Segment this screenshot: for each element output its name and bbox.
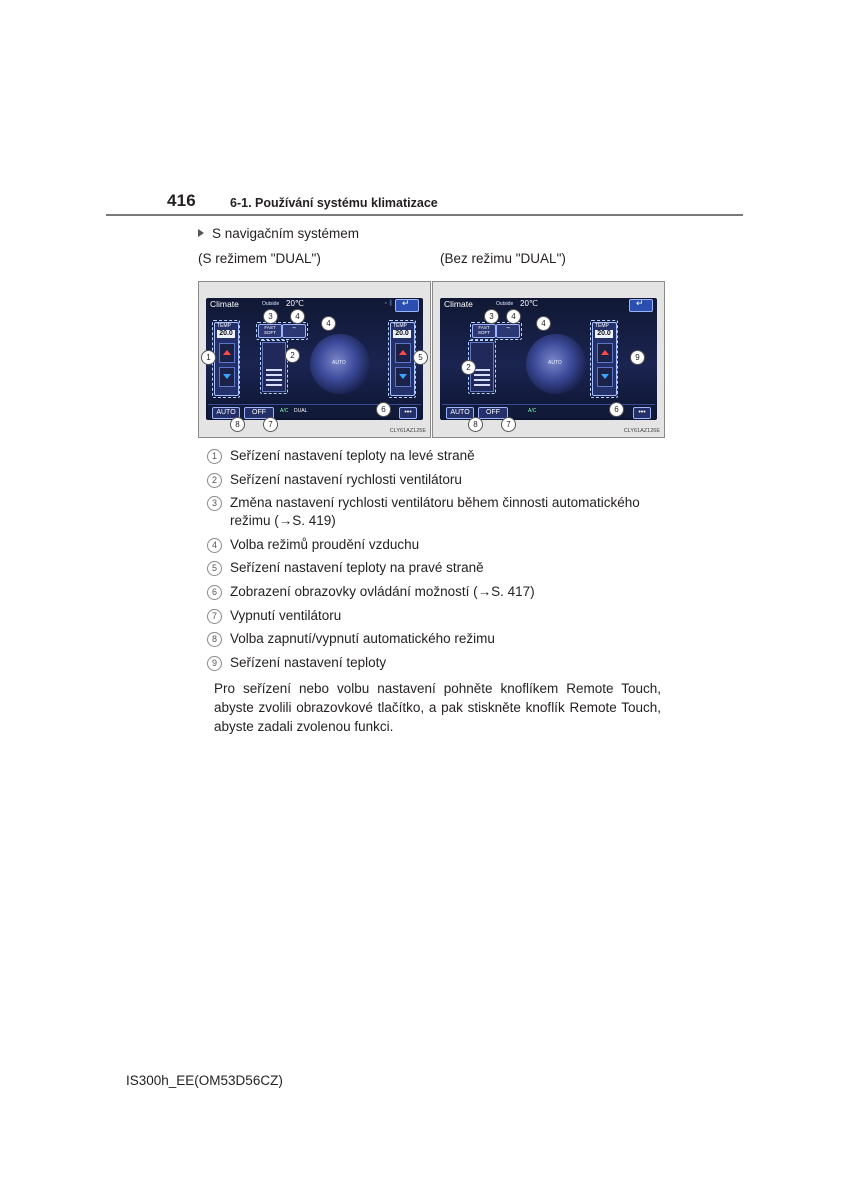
item-number: 3: [207, 496, 222, 511]
figure-code: CLY61AZ126E: [623, 428, 660, 434]
item-text: Seřízení nastavení teploty na levé straně: [230, 448, 475, 463]
item-number: 1: [207, 449, 222, 464]
callout-6: 6: [376, 402, 391, 417]
screenshot-dual: [198, 281, 431, 438]
callout-9: 9: [630, 350, 645, 365]
temp-value-left: 20.0: [217, 330, 235, 338]
climate-screen: [206, 298, 423, 420]
item-text: Zobrazení obrazovky ovládání možností (→S. 417): [230, 583, 535, 599]
callout-3: 3: [484, 309, 499, 324]
temp-value: 20.0: [595, 330, 613, 338]
callout-4b: 4: [536, 316, 551, 331]
options-button[interactable]: •••: [633, 407, 651, 419]
fan-off-button[interactable]: OFF: [244, 407, 274, 419]
list-item: [207, 654, 667, 672]
ac-label[interactable]: A/C: [280, 408, 289, 414]
outside-temp: 20℃: [520, 299, 538, 308]
screen-title: Climate: [444, 299, 473, 309]
screenshot-no-dual: [432, 281, 665, 438]
temp-value-right: 20.0: [393, 330, 411, 338]
list-item: [207, 471, 667, 489]
callout-3: 3: [263, 309, 278, 324]
fan-off-button[interactable]: OFF: [478, 407, 508, 419]
list-item: [207, 630, 667, 648]
list-item: [207, 559, 667, 577]
callout-box-9: [590, 320, 618, 398]
header-rule: [106, 214, 743, 216]
airflow-mode-button[interactable]: ⤳: [282, 324, 306, 338]
callout-box-1: [212, 320, 240, 398]
callout-8: 8: [468, 417, 483, 432]
item-text: Volba zapnutí/vypnutí automatického režimu: [230, 631, 495, 647]
list-item: [207, 583, 667, 601]
list-item: [207, 607, 667, 625]
callout-2: 2: [461, 360, 476, 375]
callout-5: 5: [413, 350, 428, 365]
outside-label: Outside: [496, 301, 514, 307]
back-button[interactable]: [395, 299, 419, 312]
item-text: Seřízení nastavení rychlosti ventilátoru: [230, 471, 462, 487]
item-number: 2: [207, 473, 222, 488]
callout-6: 6: [609, 402, 624, 417]
airflow-seat-diagram[interactable]: [526, 334, 586, 394]
footer-code: IS300h_EE(OM53D56CZ): [126, 1073, 283, 1088]
climate-screen: [440, 298, 657, 420]
nav-system-label: S navigačním systémem: [212, 226, 360, 241]
item-number: 8: [207, 632, 222, 647]
callout-box-3-4: [256, 322, 308, 340]
callout-4b: 4: [321, 316, 336, 331]
list-item: [207, 494, 667, 530]
temp-label-right: TEMP: [393, 323, 407, 329]
airflow-mode-button[interactable]: ⤳: [496, 324, 520, 338]
item-number: 6: [207, 585, 222, 600]
auto-label: AUTO: [548, 360, 562, 366]
list-item: [207, 536, 667, 554]
item-text: Vypnutí ventilátoru: [230, 607, 342, 623]
temp-label: TEMP: [217, 323, 231, 329]
item-text: Seřízení nastavení teploty na pravé straně: [230, 560, 484, 576]
fast-soft-button[interactable]: FAST SOFT: [258, 324, 282, 338]
figure-code: CLY61AZ125E: [389, 428, 426, 434]
back-button[interactable]: [629, 299, 653, 312]
airflow-seat-diagram[interactable]: [310, 334, 370, 394]
item-number: 9: [207, 656, 222, 671]
callout-1: 1: [201, 350, 216, 365]
callout-2: 2: [285, 348, 300, 363]
fast-soft-button[interactable]: FAST SOFT: [472, 324, 496, 338]
callout-7: 7: [263, 417, 278, 432]
triangle-bullet-icon: [198, 229, 204, 237]
callout-7: 7: [501, 417, 516, 432]
callout-4: 4: [506, 309, 521, 324]
item-number: 4: [207, 538, 222, 553]
auto-button[interactable]: AUTO: [212, 407, 240, 419]
callout-box-5: [388, 320, 416, 398]
section-title: 6-1. Používání systému klimatizace: [230, 196, 438, 210]
list-item: [207, 447, 667, 465]
ac-label[interactable]: A/C: [528, 408, 537, 414]
options-button[interactable]: •••: [399, 407, 417, 419]
item-text: Změna nastavení rychlosti ventilátoru během činnosti automatického režimu (→S. 419): [230, 495, 640, 529]
callout-4: 4: [290, 309, 305, 324]
instruction-paragraph: Pro seřízení nebo volbu nastavení pohněte knoflíkem Remote Touch, abyste zvolili obrazovkové tlačítko, a pak stiskněte knoflík Remote Touch, abyste zadali zvolenou funkci.: [214, 681, 661, 734]
nav-system-heading: [198, 226, 359, 241]
screen-title: Climate: [210, 299, 239, 309]
caption-no-dual: (Bez režimu "DUAL"): [440, 251, 566, 266]
caption-dual: (S režimem "DUAL"): [198, 251, 321, 266]
page-number: 416: [167, 191, 196, 210]
item-number: 7: [207, 609, 222, 624]
item-text: Seřízení nastavení teploty: [230, 654, 387, 670]
dual-label[interactable]: DUAL: [294, 408, 308, 414]
wifi-bluetooth-icon: ◦ ᛒ: [384, 300, 393, 307]
legend-list: [207, 447, 667, 677]
callout-box-3-4: [470, 322, 522, 340]
callout-box-2: [260, 340, 288, 394]
item-text: Volba režimů proudění vzduchu: [230, 536, 420, 552]
item-number: 5: [207, 561, 222, 576]
outside-label: Outside: [262, 301, 280, 307]
temp-label: TEMP: [595, 323, 609, 329]
callout-8: 8: [230, 417, 245, 432]
auto-button[interactable]: AUTO: [446, 407, 474, 419]
auto-label: AUTO: [332, 360, 346, 366]
outside-temp: 20℃: [286, 299, 304, 308]
